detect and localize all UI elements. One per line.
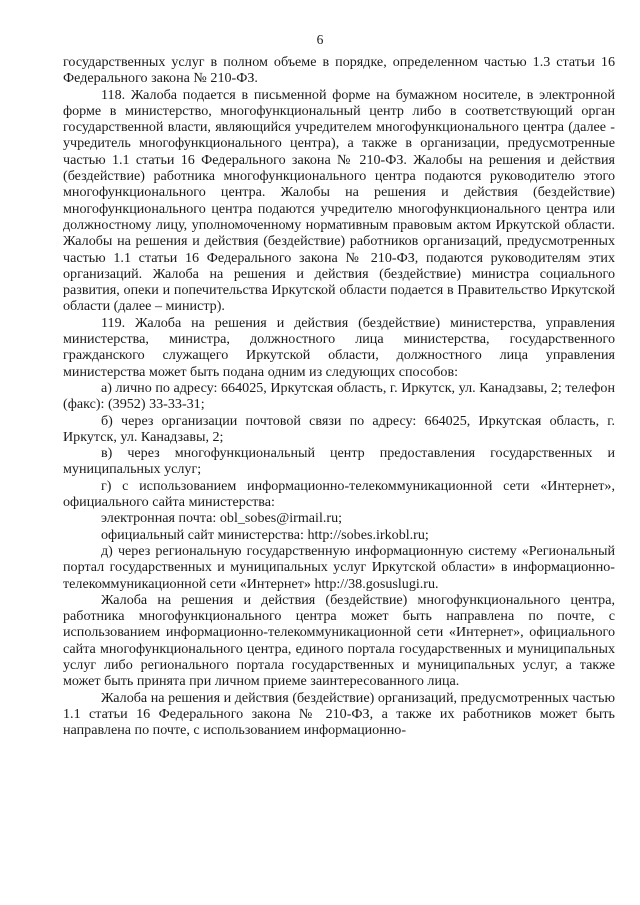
list-item-g: г) с использованием информационно-телекоммуникационной сети «Интернет», официального сайта министерства: [63,477,615,511]
paragraph-mfc-complaint: Жалоба на решения и действия (бездействие) многофункционального центра, работника многофункционального центра может быть направлена по почте, с использованием информационно-телекоммуникационной сети «Интернет», официального сайта многофункционального центра, единого портала государственных и муниципальных услуг либо регионального портала государственных и муниципальных услуг, а также может быть принята при личном приеме заинтересованного лица. [63,591,615,690]
email-line: электронная почта: obl_sobes@irmail.ru; [101,510,343,527]
list-item-a: а) лично по адресу: 664025, Иркутская область, г. Иркутск, ул. Канадзавы, 2; телефон (факс): (3952) 33-33-31; [63,379,615,413]
website-line: официальный сайт министерства: http://sobes.irkobl.ru; [101,526,429,543]
page-number: 6 [316,32,324,47]
list-item-v: в) через многофункциональный центр предоставления государственных и муниципальных услуг; [63,445,615,478]
paragraph-continuation: государственных услуг в полном объеме в порядке, определенном частью 1.3 статьи 16 Федерального закона № 210-ФЗ. [63,54,615,87]
paragraph-119: 119. Жалоба на решения и действия (бездействие) министерства, управления министерства, министра, должностного лица министерства, государственного гражданского служащего Иркутской области, должностного лица управления министерства может быть подана одним из следующих способов: [63,314,615,380]
list-item-b: б) через организации почтовой связи по адресу: 664025, Иркутская область, г. Иркутск, ул. Канадзавы, 2; [63,412,615,445]
paragraph-organizations-complaint: Жалоба на решения и действия (бездействие) организаций, предусмотренных частью 1.1 статьи 16 Федерального закона № 210-ФЗ, а также их работников может быть направлена по почте, с использованием информационно- [63,689,615,739]
paragraph-118: 118. Жалоба подается в письменной форме на бумажном носителе, в электронной форме в министерство, многофункциональный центр либо в соответствующий орган государственной власти, являющийся учредителем многофункционального центра (далее - учредитель многофункционального центра), а также в организации, предусмотренные частью 1.1 статьи 16 Федерального закона № 210-ФЗ. Жалобы на решения и действия (бездействие) работника многофункционального центра подаются руководителю этого многофункционального центра. Жалобы на решения и действия (бездействие) многофункционального центра подаются учредителю многофункционального центра или должностному лицу, уполномоченному нормативным правовым актом Иркутской области. Жалобы на решения и действия (бездействие) работников организаций, предусмотренных частью 1.1 статьи 16 Федерального закона № 210-ФЗ, подаются руководителям этих организаций. Жалоба на решения и действия (бездействие) министра социального развития, опеки и попечительства Иркутской области подается в Правительство Иркутской области (далее – министр). [63,86,615,315]
document-body [63,54,615,738]
list-item-d: д) через региональную государственную информационную систему «Региональный портал государственных и муниципальных услуг Иркутской области» в информационно-телекоммуникационной сети «Интернет» http://38.gosuslugi.ru. [63,542,615,592]
